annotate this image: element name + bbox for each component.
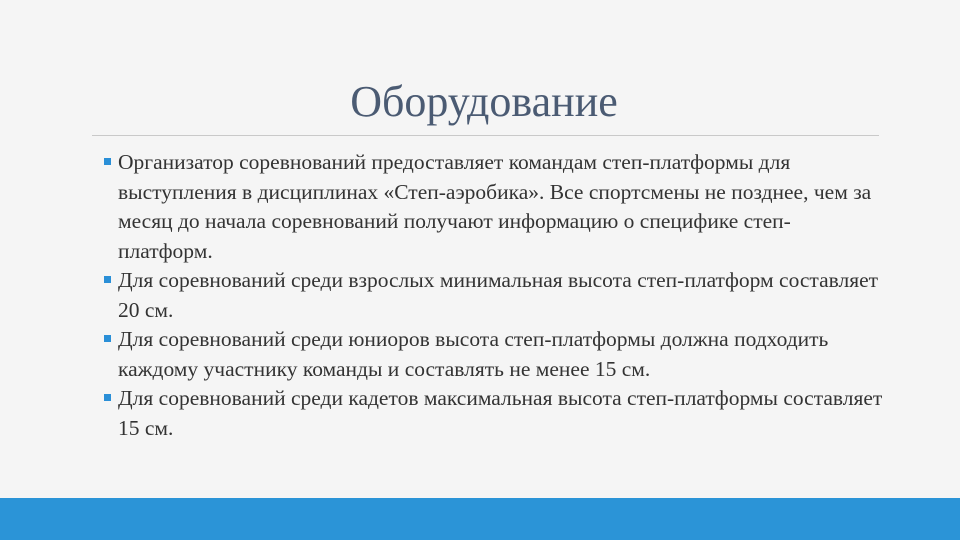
square-bullet-icon xyxy=(104,394,111,401)
bullet-item xyxy=(104,266,884,325)
slide-title xyxy=(0,76,960,128)
bullet-item xyxy=(104,325,884,384)
square-bullet-icon xyxy=(104,276,111,283)
bullet-item xyxy=(104,148,884,266)
title-divider xyxy=(92,135,879,136)
bullet-text: Организатор соревнований предоставляет командам степ-платформы для выступления в дисциплинах «Степ-аэробика». Все спортсмены не позднее, чем за месяц до начала соревнований получают информацию о специфике степ-платформ. xyxy=(118,150,872,263)
slide-content xyxy=(104,148,884,443)
bullet-text: Для соревнований среди юниоров высота степ-платформы должна подходить каждому участнику команды и составлять не менее 15 см. xyxy=(118,327,829,381)
slide-title-text: Оборудование xyxy=(350,77,618,126)
square-bullet-icon xyxy=(104,335,111,342)
bullet-item xyxy=(104,384,884,443)
footer-accent-bar xyxy=(0,498,960,540)
bullet-text: Для соревнований среди взрослых минимальная высота степ-платформ составляет 20 см. xyxy=(118,268,879,322)
bullet-text: Для соревнований среди кадетов максимальная высота степ-платформы составляет 15 см. xyxy=(118,386,883,440)
square-bullet-icon xyxy=(104,158,111,165)
